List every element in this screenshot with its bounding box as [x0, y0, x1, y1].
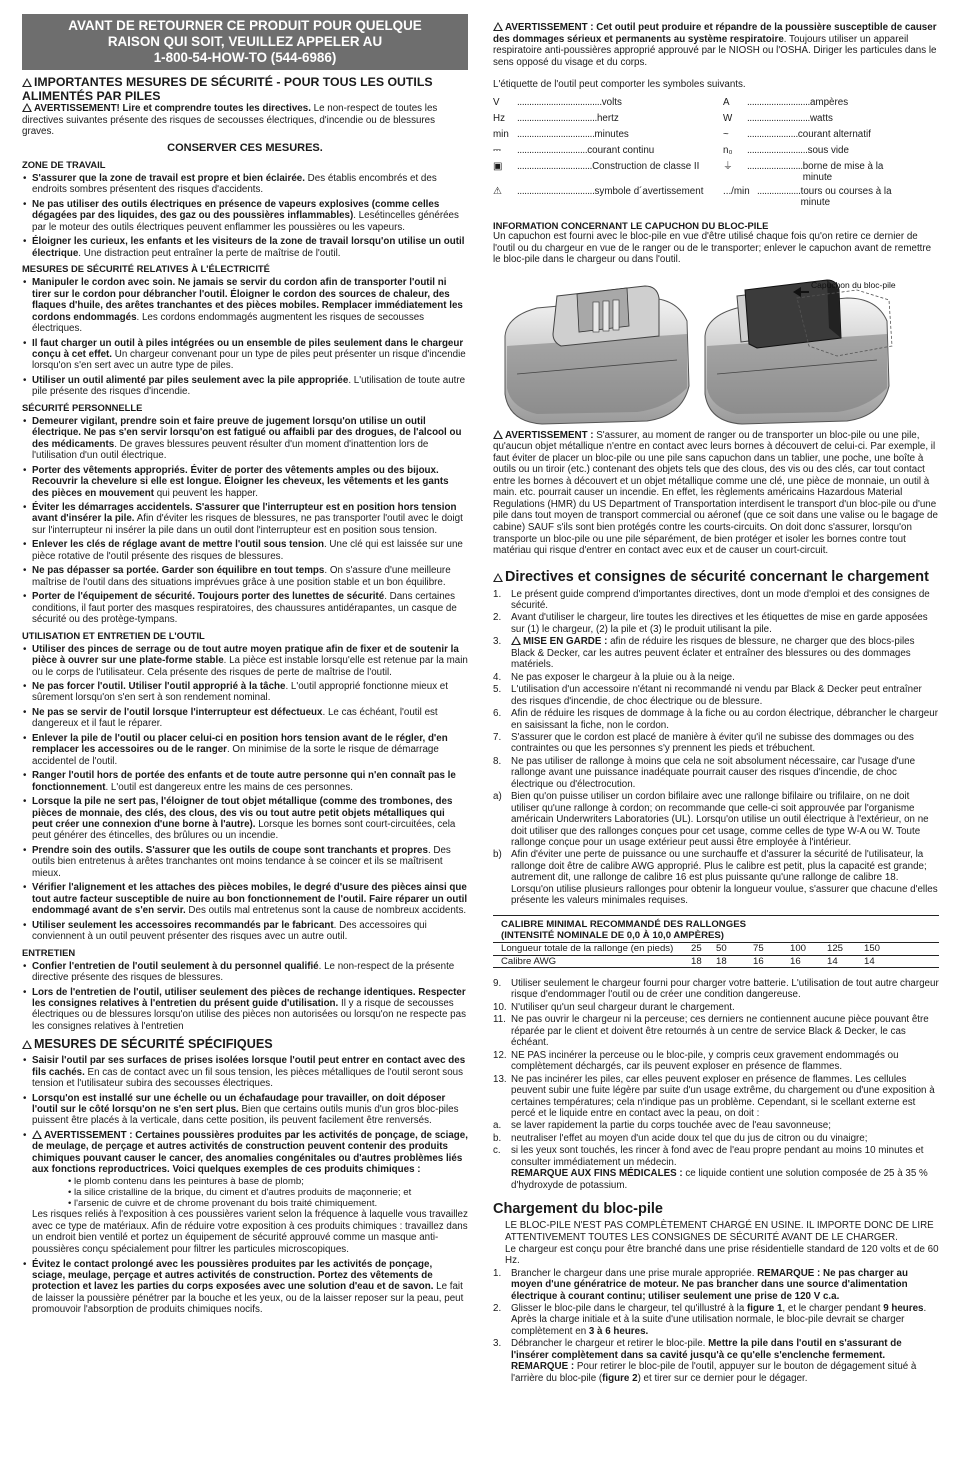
list-item: 1. Brancher le chargeur dans une prise murale appropriée. REMARQUE : Ne pas charger au moyen d'une génératrice de moteur. Ne pas brancher dans une source d'alimentation électrique à courant continu; utiliser seulement une prise de 120 V c.a.: [493, 1267, 908, 1302]
list-item: • AVERTISSEMENT : Certaines poussières produites par les activités de ponçage, de sciage, de meulage, de perçage et autres activités de construction peuvent contenir des produits chimiques pouvant causer le cancer, des anomalies congénitales ou d'autres problèmes liés aux fonctions reproductrices. Voici quelques exemples de ces produits chimiques :: [22, 1130, 468, 1176]
left-column: [22, 14, 468, 1316]
zone-heading: ZONE DE TRAVAIL: [22, 158, 106, 170]
battery-pack-1: [505, 286, 689, 424]
list-item: • Ne pas se servir de l'outil lorsque l'interrupteur est défectueux. Le cas échéant, l'outil est dangereux et il faut le réparer.: [22, 707, 468, 730]
list-item: • Ne pas dépasser sa portée. Garder son équilibre en tout temps. On s'assure d'une meilleure maîtrise de l'outil dans des situations imprévues grâce à une position stable et un bon équilibre.: [22, 565, 468, 588]
warning-icon: [493, 573, 503, 582]
list-item: • Manipuler le cordon avec soin. Ne jamais se servir du cordon afin de transporter l'outil ni tirer sur le cordon pour débrancher l'outil. Éloigner le cordon des sources de chaleur, des flaques d'huile, des arêtes tranchantes et des pièces mobiles. Remplacer immédiatement les cordons endommagés. Les cordons endommagés augmentent les risques de secousses électriques.: [22, 277, 468, 334]
banner-line-2: RAISON QUI SOIT, VEUILLEZ APPELER AU: [107, 34, 383, 50]
list-item: • Lors de l'entretien de l'outil, utiliser seulement des pièces de rechange identiques. Respecter les consignes relatives à l'entretien du présent guide d'utilisation. Il y a risque de secousses électriques ou de blessures lorsqu'on utilise des pièces non autorisées ou lorsqu'on ne respecte pas les consignes relatives à l'entretien: [22, 987, 468, 1033]
symbol-row: n₀ ......................... sous vide: [723, 144, 849, 156]
symbol-row: min ................................ minutes: [493, 128, 629, 140]
list-item: • Évitez le contact prolongé avec les poussières produites par les activités de ponçage, sciage, meulage, perçage et autres activités de construction. Portez des vêtements de protection et lavez les parties du corps exposées avec une solution d'eau et de savon. Le fait de laisser la poussière pénétrer par la bouche et les yeux, ou de la laisser reposer sur la peau, peut promouvoir l'absorption de produits chimiques nocifs.: [22, 1259, 468, 1316]
list-item: • Enlever les clés de réglage avant de mettre l'outil sous tension. Une clé qui est laissée sur une pièce rotative de l'outil présente des risques de blessures.: [22, 539, 468, 562]
list-item: • Prendre soin des outils. S'assurer que les outils de coupe sont tranchants et propres. Des outils bien entretenus à arêtes tranchantes ont moins tendance à se coincer et ils se maîtrisent mieux.: [22, 845, 468, 879]
charging-list-2: [493, 978, 939, 1168]
list-item: • Lorsque la pile ne sert pas, l'éloigner de tout objet métallique (comme des trombones, des pièces de monnaie, des clés, des clous, des vis ou tout autre petit objets métalliques qui peut créer une connexion d'une borne à l'autre). Lorsque les bornes sont court-circuitées, cela peut générer des étincelles, des brûlures ou un incendie.: [22, 796, 468, 842]
chargement-intro: Le chargeur est conçu pour être branché dans une prise résidentielle standard de 120 volts et de 60 Hz.: [505, 1243, 939, 1267]
symbol-row: ⎓ ............................. courant continu: [493, 144, 655, 156]
list-item: • Confier l'entretien de l'outil seulement à du personnel qualifié. Le non-respect de la présente directive présente des risques de blessures.: [22, 961, 468, 984]
entretien-list: [22, 961, 468, 1033]
label-intro: L'étiquette de l'outil peut comporter les symboles suivants.: [493, 79, 746, 91]
warning-icon: [493, 22, 503, 31]
warning-icon: [32, 1130, 42, 1139]
battery-figure: [497, 276, 917, 426]
list-item: 5. L'utilisation d'un accessoire n'étant ni recommandé ni vendu par Black & Decker peut entraîner des risques d'incendie, de choc électrique ou de blessure.: [493, 684, 922, 707]
list-item: • Lorsqu'on est installé sur une échelle ou un échafaudage pour travailler, on doit déposer l'outil sur le côté lorsqu'on ne s'en sert plus. Bien que certains outils munis d'un gros bloc-piles puissent être placés à la verticale, dans cette position, ils peuvent facilement être renversés.: [22, 1093, 468, 1127]
warning-icon: [22, 103, 32, 112]
symbol-row: .../min .................. tours ou courses à la minute: [723, 185, 892, 209]
list-item: 10. N'utiliser qu'un seul chargeur durant le chargement.: [493, 1001, 735, 1013]
warning-icon: [493, 430, 503, 439]
symbol-row: ▣ ............................... Construction de classe II: [493, 160, 700, 172]
elec-heading: MESURES DE SÉCURITÉ RELATIVES À L'ÉLECTRICITÉ: [22, 263, 270, 275]
list-item: 13. Ne pas incinérer les piles, car elles peuvent exploser en présence de flammes. Les cellules peuvent subir une fuite légère par suite d'un usage extrême, du chargement ou d'une exposition à certaines températures; cela n'indique pas un problème. Cependant, si le scellant externe est percé et le liquide entre en contact avec la peau, on doit :: [493, 1073, 935, 1119]
calibre-table: [493, 915, 939, 968]
calibre-header: CALIBRE MINIMAL RECOMMANDÉ DES RALLONGES (INTENSITÉ NOMINALE DE 0,0 À 10,0 AMPÈRES): [493, 916, 939, 944]
symbol-row: V ................................... volts: [493, 96, 622, 108]
list-item: • Ranger l'outil hors de portée des enfants et de toute autre personne qui n'en connaît pas le fonctionnement. L'outil est dangereux entre les mains de ces personnes.: [22, 770, 468, 793]
charging-heading: Directives et consignes de sécurité concernant le chargement: [493, 570, 939, 586]
chemicals-list: [68, 1176, 468, 1210]
dust-text: Les risques reliés à l'exposition à ces poussières varient selon la fréquence à laquelle vous travaillez avec ce type de matériaux. Afin de réduire votre exposition à ces produits chimiques : travaillez dans un endroit bien ventilé et portez un équipement de sécurité approuvé comme un masque anti-poussières conçu spécialement pour filtrer les particules microscopiques.: [32, 1209, 468, 1256]
charging-list: [493, 589, 939, 907]
list-item: • Utiliser un outil alimenté par piles seulement avec la pile appropriée. L'utilisation de toute autre pile présente des risques d'incendie.: [22, 375, 468, 398]
list-item: • le plomb contenu dans les peintures à base de plomb;: [68, 1175, 304, 1187]
list-item: 2. Avant d'utiliser le chargeur, lire toutes les directives et les étiquettes de mise en garde apposées sur (1) le chargeur, (2) la pile et (3) le produit utilisant la pile.: [493, 612, 928, 635]
list-item: • la silice cristalline de la brique, du ciment et d'autres produits de maçonnerie; et: [68, 1186, 412, 1198]
capuchon-heading: INFORMATION CONCERNANT LE CAPUCHON DU BLOC-PILE: [493, 219, 769, 231]
table-row: Longueur totale de la rallonge (en pieds) 25 50 75 100 125 150: [493, 943, 939, 955]
list-item: c. si les yeux sont touchés, les rincer à fond avec de l'eau propre pendant au moins 10 minutes et consulter immédiatement un médecin.: [493, 1145, 924, 1168]
entretien-heading: ENTRETIEN: [22, 946, 76, 958]
perso-heading: SÉCURITÉ PERSONNELLE: [22, 401, 143, 413]
list-item: • S'assurer que la zone de travail est propre et bien éclairée. Des établis encombrés et des endroits sombres présentent des risques d'accidents.: [22, 173, 468, 196]
list-item: b. neutraliser l'effet au moyen d'un acide doux tel que du jus de citron ou du vinaigre;: [493, 1132, 868, 1144]
specific-list: [22, 1055, 468, 1176]
list-item: 4. Ne pas exposer le chargeur à la pluie ou à la neige.: [493, 671, 735, 683]
battery-illustration: [497, 276, 917, 426]
list-item: • Demeurer vigilant, prendre soin et faire preuve de jugement lorsqu'on utilise un outil électrique. Ne pas s'en servir lorsqu'on est fatigué ou affaibli par des drogues, de l'alcool ou des médicaments. De graves blessures peuvent résulter d'un moment d'inattention lors de l'utilisation d'un outil électrique.: [22, 416, 468, 462]
warning-icon: [22, 78, 32, 87]
list-item: 6. Afin de réduire les risques de dommage à la fiche ou au cordon électrique, débrancher le chargeur en saisissant la fiche, non le cordon.: [493, 708, 938, 731]
elec-list: [22, 277, 468, 398]
list-item: • Il faut charger un outil à piles intégrées ou un ensemble de piles seulement dans le chargeur conçu à cet effet. Un chargeur convenant pour un type de piles peut présenter un risque d'incendie lorsqu'on s'en sert avec un autre type de piles.: [22, 338, 468, 372]
banner-line-3: 1-800-54-HOW-TO (544-6986): [153, 50, 337, 66]
symbols-table: [493, 97, 939, 211]
list-item: a) Bien qu'on puisse utiliser un cordon bifilaire avec une rallonge bifilaire ou trifilaire, on ne doit utiliser qu'une rallonge à cordon; on recommande que celle-ci soit approuvée par l'organisme américain Underwriters Laboratories (UL). Lorsqu'on utilise un outil électrique à l'extérieur, on ne doit utiliser que des rallonges conçues pour cet usage, comme celles de type W-A ou W. Toute rallonge conçue pour un usage extérieur peut aussi être employée à l'intérieur.: [493, 791, 929, 849]
symbol-row: Hz ................................. hertz: [493, 112, 619, 124]
right-column: [493, 22, 939, 1384]
storage-warning: AVERTISSEMENT : S'assurer, au moment de ranger ou de transporter un bloc-pile ou une pile, qu'aucun objet métallique n'entre en contact avec leurs bornes à découvert de celui-ci. Par exemple, il faut éviter de placer un bloc-pile ou une pile sans capuchon dans un tablier, une poche, une boîte à outils ou un tiroir (etc.) contenant des objets tels que des clous, des vis ou des clés, car tout contact entre les bornes à découvert et un objet métallique comme une clé, une pièce de monnaie, un outil à main. etc. pourrait causer un incendie. En effet, les règlements américains Hazardous Material Regulations (HMR) du US Department of Transportation interdisent le transport d'un bloc-pile ou d'une pile dans tout moyen de transport commercial ou aéronef (que ce soit dans une valise ou le bagage de cabine) SAUF s'ils sont bien protégés contre les courts-circuits. On doit donc s'assurer, lorsqu'on transporte un bloc-pile ou une pile séparément, de bien protéger et isoler les bornes contre tout matériau qui risque d'entrer en contact avec eux et de causer un court-circuit.: [493, 429, 938, 557]
list-item: • Utiliser seulement les accessoires recommandés par le fabricant. Des accessoires qui conviennent à un outil peuvent présenter des risques avec un autre outil.: [22, 920, 468, 943]
util-list: [22, 644, 468, 943]
zone-list: [22, 173, 468, 259]
list-item: • Éviter les démarrages accidentels. S'assurer que l'interrupteur est en position hors tension avant d'insérer la pile. Afin d'éviter les risques de blessures, ne pas transporter l'outil avec le doigt sur l'interrupteur ni insérer la pile dans un outil dont l'interrupteur est en position sous tension.: [22, 502, 468, 536]
list-item: 11. Ne pas ouvrir le chargeur ni la perceuse; ces derniers ne contiennent aucune pièce pouvant être réparée par le client et doivent être retournés à un centre de service Black & Decker, le cas échéant.: [493, 1014, 929, 1049]
list-item: 3. Débrancher le chargeur et retirer le bloc-pile. Mettre la pile dans l'outil en s'assurant de l'insérer complètement dans sa cavité jusqu'à ce qu'elle s'enclenche fermement. REMARQUE : Pour retirer le bloc-pile de l'outil, appuyer sur le bouton de dégagement situé à l'arrière du bloc-pile (figure 2) et tirer sur ce dernier pour le dégager.: [493, 1338, 917, 1384]
list-item: • Vérifier l'alignement et les attaches des pièces mobiles, le degré d'usure des pièces ainsi que tout autre facteur susceptible de nuire au bon fonctionnement de l'outil. Faire réparer un outil endommagé avant de s'en servir. Des outils mal entretenus sont la cause de nombreux accidents.: [22, 882, 468, 916]
conserve-heading: CONSERVER CES MESURES.: [167, 141, 323, 154]
important-heading: IMPORTANTES MESURES DE SÉCURITÉ - POUR TOUS LES OUTILS ALIMENTÉS PAR PILES: [22, 75, 433, 103]
list-item: a. se laver rapidement la partie du corps touchée avec de l'eau savonneuse;: [493, 1120, 831, 1132]
chargement-heading: Chargement du bloc-pile: [493, 1201, 663, 1218]
perso-list: [22, 416, 468, 626]
list-item: • l'arsenic de cuivre et de chrome provenant du bois traité chimiquement.: [68, 1198, 378, 1210]
warning-icon: [22, 1040, 32, 1049]
list-item: • Éloigner les curieux, les enfants et les visiteurs de la zone de travail lorsqu'on utilise un outil électrique. Une distraction peut entraîner la perte de maîtrise de l'outil.: [22, 236, 468, 259]
list-item: 3. MISE EN GARDE : afin de réduire les risques de blessure, ne charger que des blocs-piles Black & Decker, car les autres peuvent éclater et entraîner des blessures ou des dommages matériels.: [493, 636, 915, 671]
chargement-steps: [493, 1268, 939, 1385]
warning-icon: [511, 636, 521, 645]
chargement-caps: LE BLOC-PILE N'EST PAS COMPLÈTEMENT CHARGÉ EN USINE. IL IMPORTE DONC DE LIRE ATTENTIVEMENT TOUTES LES CONSIGNES DE SÉCURITÉ AVANT DE LE CHARGER.: [505, 1220, 934, 1243]
list-item: • Porter des vêtements appropriés. Éviter de porter des vêtements amples ou des bijoux. Recouvrir la chevelure si elle est longue. Éloigner les cheveux, les vêtements et les gants des pièces en mouvement qui peuvent les happer.: [22, 465, 468, 499]
symbol-row: W .......................... watts: [723, 112, 833, 124]
symbol-row: ⚠ ................................ symbole d´avertissement: [493, 185, 704, 197]
dust-warning: AVERTISSEMENT : Cet outil peut produire et répandre de la poussière susceptible de causer des dommages sérieux et permanents au système respiratoire. Toujours utiliser un appareil respiratoire anti-poussières approprié approuvé par le NIOSH ou l'OSHA. Diriger les particules dans le sens opposé du visage et du corps.: [493, 22, 937, 68]
list-item: 2. Glisser le bloc-pile dans le chargeur, tel qu'illustré à la figure 1, et le charger pendant 9 heures. Après la charge initiale et à la suite d'une utilisation normale, le bloc-pile devrait se charger complètement en 3 à 6 heures.: [493, 1303, 927, 1337]
symbol-row: ⏚ ....................... borne de mise à la minute: [723, 160, 884, 184]
list-item: • Porter de l'équipement de sécurité. Toujours porter des lunettes de sécurité. Dans certaines conditions, il faut porter des masques respiratoires, des chaussures antidérapantes, un casque de sécurité ou des protège-tympans.: [22, 591, 468, 625]
capuchon-label: Capuchon du bloc-pile: [811, 279, 896, 290]
important-warning: AVERTISSEMENT! Lire et comprendre toutes les directives. Le non-respect de toutes les directives suivantes présente des risques de secousses électriques, d'incendie ou de blessures graves.: [22, 103, 438, 138]
return-banner: [22, 14, 468, 70]
symbol-row: A .......................... ampères: [723, 96, 849, 108]
list-item: b) Afin d'éviter une perte de puissance ou une surchauffe et d'assurer la sécurité de l'utilisateur, la rallonge doit être de calibre AWG approprié. Plus le calibre est petit, plus la capacité est grande; autrement dit, une rallonge de calibre 16 est plus puissante qu'une rallonge de calibre 18. Lorsqu'on utilise plusieurs rallonges pour obtenir la longueur voulue, s'assurer que chacune d'elles présente les valeurs minimales requises.: [493, 849, 938, 907]
list-item: 9. Utiliser seulement le chargeur fourni pour charger votre batterie. L'utilisation de tout autre chargeur risque d'endommager l'outil ou de créer une condition dangereuse.: [493, 978, 939, 1001]
util-heading: UTILISATION ET ENTRETIEN DE L'OUTIL: [22, 629, 205, 641]
medical-remark: REMARQUE AUX FINS MÉDICALES : ce liquide contient une solution composée de 25 à 35 % d'hydroxyde de potassium.: [511, 1168, 928, 1191]
specific-heading: MESURES DE SÉCURITÉ SPÉCIFIQUES: [22, 1038, 468, 1052]
list-item: 1. Le présent guide comprend d'importantes directives, dont un mode d'emploi et des consignes de sécurité.: [493, 588, 930, 611]
list-item: • Enlever la pile de l'outil ou placer celui-ci en position hors tension avant de le régler, d'en remplacer les accessoires ou de le ranger. On minimise de la sorte le risque de démarrage accidentel de l'outil.: [22, 733, 468, 767]
list-item: 7. S'assurer que le cordon est placé de manière à éviter qu'il ne subisse des dommages ou des contraintes ou que les personnes s'y prennent les pieds et trébuchent.: [493, 731, 914, 755]
banner-line-1: AVANT DE RETOURNER CE PRODUIT POUR QUELQUE: [68, 18, 422, 33]
list-item: 12. NE PAS incinérer la perceuse ou le bloc-pile, y compris ceux gravement endommagés ou complètement déchargés, car ils peuvent exploser en présence de flammes.: [493, 1049, 899, 1073]
list-item: • Ne pas utiliser des outils électriques en présence de vapeurs explosives (comme celles dégagées par des liquides, des gaz ou des poussières inflammables). Lesétincelles générées par le moteur des outils électriques peuvent enflammer les poussières ou les vapeurs.: [22, 199, 468, 233]
list-item: • Ne pas forcer l'outil. Utiliser l'outil approprié à la tâche. L'outil approprié fonctionne mieux et sûrement lorsqu'on s'en sert à son rendement nominal.: [22, 681, 468, 704]
symbol-row: ~ ..................... courant alternatif: [723, 128, 871, 140]
list-item: • Saisir l'outil par ses surfaces de prises isolées lorsque l'outil peut entrer en contact avec des fils cachés. En cas de contact avec un fil sous tension, les pièces métalliques de l'outil seront sous tension et l'utilisateur subira des secousses électriques.: [22, 1055, 468, 1089]
capuchon-text: Un capuchon est fourni avec le bloc-pile en vue d'être utilisé chaque fois qu'on retire ce dernier de l'outil ou du chargeur en vue de le ranger ou de le transporter; enlever le capuchon avant de remettre le bloc-pile dans le chargeur ou dans l'outil.: [493, 231, 932, 266]
table-row: Calibre AWG 18 18 16 16 14 14: [493, 956, 939, 968]
list-item: • Utiliser des pinces de serrage ou de tout autre moyen pratique afin de fixer et de soutenir la pièce à ouvrer sur une plate-forme stable. La pièce est instable lorsqu'elle est retenue par la main ou le corps de l'utilisateur. Cela présente des risques de perte de maîtrise de l'outil.: [22, 644, 468, 678]
list-item: 8. Ne pas utiliser de rallonge à moins que cela ne soit absolument nécessaire, car l'usage d'une rallonge avant une puissance inadéquate pourrait causer des risques d'incendie, de choc électrique ou d'électrocution.: [493, 755, 916, 790]
